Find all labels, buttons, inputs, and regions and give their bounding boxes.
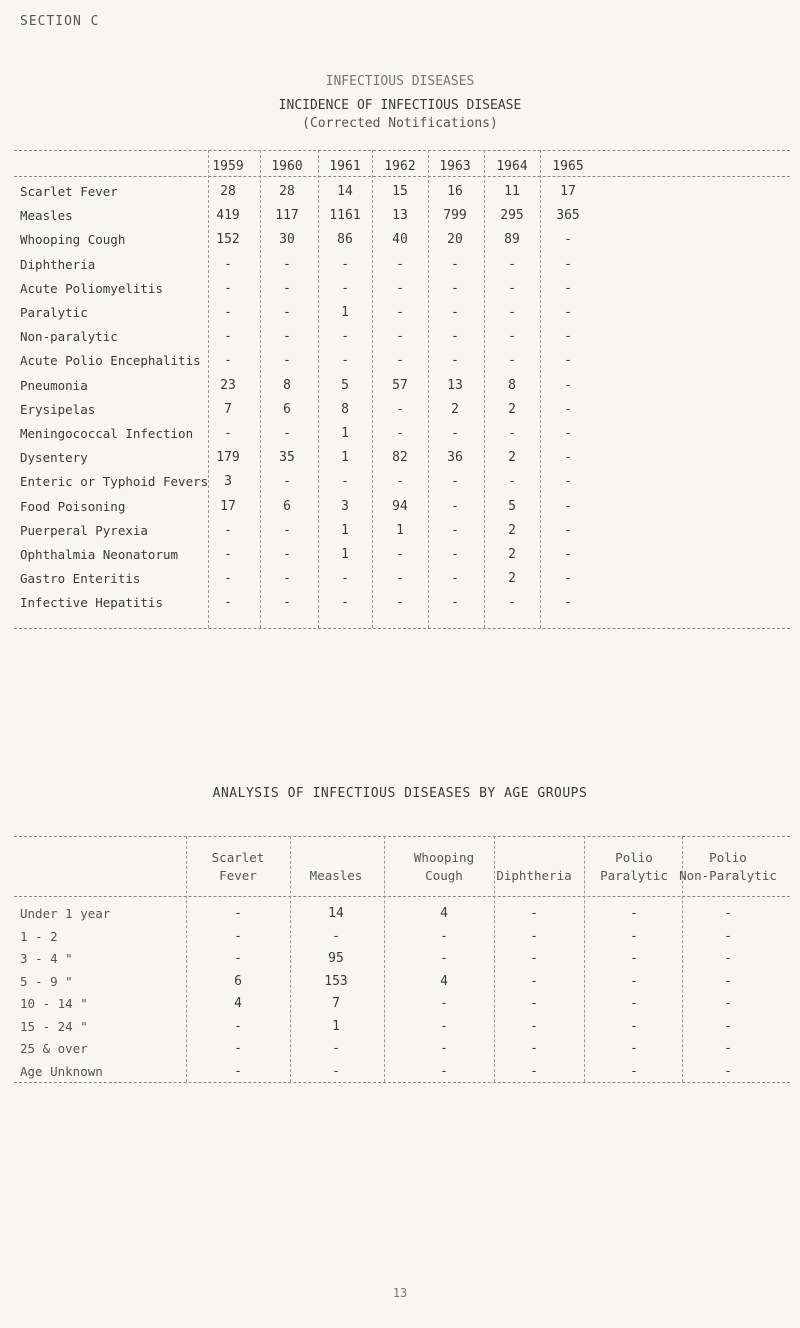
incidence-value: -	[451, 305, 459, 320]
incidence-value: -	[283, 571, 291, 587]
incidence-value: 1	[396, 522, 404, 538]
disease-name: Dysentery	[20, 450, 88, 466]
incidence-value: -	[396, 329, 404, 345]
incidence-value: -	[564, 595, 572, 611]
incidence-value: 8	[341, 401, 349, 417]
incidence-value: -	[283, 426, 291, 441]
incidence-value: 36	[447, 450, 463, 466]
incidence-value: -	[451, 426, 459, 441]
year-header: 1959	[212, 159, 244, 174]
table-bottom-rule	[14, 628, 790, 629]
incidence-value: -	[508, 426, 516, 441]
incidence-value: -	[564, 450, 572, 466]
incidence-value: -	[341, 474, 349, 490]
incidence-value: -	[396, 547, 404, 562]
age-group-value: -	[724, 1063, 732, 1079]
incidence-value: 20	[447, 232, 463, 248]
incidence-value: -	[396, 305, 404, 320]
age-group-value: 4	[234, 996, 242, 1011]
incidence-value: 117	[275, 208, 299, 224]
incidence-value: 14	[337, 184, 353, 199]
year-header: 1962	[384, 159, 416, 174]
age-group-label: 3 - 4 "	[20, 951, 73, 966]
age-group-label: 10 - 14 "	[20, 996, 88, 1011]
incidence-value: 1	[341, 450, 349, 466]
age-group-value: -	[440, 1063, 448, 1079]
age-group-value: -	[630, 1041, 638, 1056]
incidence-value: 82	[392, 450, 408, 466]
age-group-value: -	[234, 951, 242, 966]
incidence-value: 35	[279, 450, 295, 466]
header-rule	[14, 176, 790, 177]
table-subtitle: (Corrected Notifications)	[302, 116, 498, 131]
age-group-value: -	[530, 906, 538, 921]
age-table-header: Diphtheria	[496, 868, 572, 883]
incidence-value: -	[564, 547, 572, 562]
age-group-label: 1 - 2	[20, 928, 58, 944]
age-table-header-rule	[14, 896, 790, 897]
disease-name: Acute Polio Encephalitis	[20, 353, 201, 369]
age-group-value: -	[332, 928, 340, 944]
age-group-value: 6	[234, 973, 242, 989]
age-group-value: -	[724, 951, 732, 966]
disease-name: Diphtheria	[20, 256, 96, 272]
column-divider	[318, 150, 319, 628]
disease-name: Scarlet Fever	[20, 184, 118, 199]
year-header: 1964	[496, 159, 528, 174]
incidence-value: -	[508, 595, 516, 611]
incidence-value: -	[508, 256, 516, 272]
incidence-value: -	[396, 353, 404, 369]
incidence-value: -	[564, 474, 572, 490]
incidence-value: -	[283, 595, 291, 611]
incidence-value: -	[341, 329, 349, 345]
age-table-header: Whooping	[413, 850, 475, 865]
age-group-label: Under 1 year	[20, 906, 111, 921]
age-group-value: -	[234, 1018, 242, 1034]
incidence-value: -	[508, 280, 516, 296]
incidence-value: -	[396, 401, 404, 417]
column-divider	[372, 150, 373, 628]
incidence-value: -	[283, 280, 291, 296]
disease-name: Puerperal Pyrexia	[20, 522, 148, 538]
age-table-header: Polio	[709, 850, 747, 865]
age-group-value: -	[630, 996, 638, 1011]
incidence-value: 7	[224, 401, 232, 417]
incidence-value: -	[564, 353, 572, 369]
incidence-value: -	[341, 256, 349, 272]
age-group-value: 4	[440, 906, 448, 921]
incidence-value: -	[396, 474, 404, 490]
incidence-value: 8	[508, 377, 516, 393]
disease-name: Measles	[20, 208, 73, 224]
incidence-value: 179	[216, 450, 240, 466]
age-group-value: 153	[324, 973, 348, 989]
age-table-header: Paralytic	[600, 868, 668, 883]
incidence-value: 419	[216, 208, 240, 224]
year-header: 1961	[329, 159, 361, 174]
incidence-value: -	[224, 426, 232, 441]
incidence-value: 2	[508, 571, 516, 587]
incidence-value: -	[564, 498, 572, 514]
incidence-value: -	[396, 426, 404, 441]
table-top-rule	[14, 150, 790, 151]
incidence-value: 2	[508, 547, 516, 562]
incidence-value: -	[564, 256, 572, 272]
age-group-value: -	[724, 1018, 732, 1034]
incidence-value: 28	[279, 184, 295, 199]
age-group-value: -	[440, 951, 448, 966]
age-group-value: -	[234, 1063, 242, 1079]
incidence-value: 2	[508, 450, 516, 466]
incidence-value: -	[224, 256, 232, 272]
incidence-value: 6	[283, 401, 291, 417]
incidence-value: 152	[216, 232, 240, 248]
incidence-value: -	[396, 280, 404, 296]
incidence-value: 13	[392, 208, 408, 224]
incidence-value: 799	[443, 208, 467, 224]
age-group-value: -	[440, 928, 448, 944]
column-divider	[484, 150, 485, 628]
age-group-label: 5 - 9 "	[20, 973, 73, 989]
incidence-value: 15	[392, 184, 408, 199]
age-table-header: Polio	[615, 850, 653, 865]
age-group-label: 15 - 24 "	[20, 1018, 88, 1034]
incidence-value: -	[283, 474, 291, 490]
incidence-value: -	[224, 353, 232, 369]
incidence-value: 40	[392, 232, 408, 248]
age-table-bottom-rule	[14, 1082, 790, 1083]
age-group-value: -	[724, 906, 732, 921]
age-group-value: -	[724, 996, 732, 1011]
incidence-value: -	[396, 256, 404, 272]
table-title: INCIDENCE OF INFECTIOUS DISEASE	[278, 98, 522, 113]
incidence-value: -	[341, 571, 349, 587]
incidence-value: -	[451, 547, 459, 562]
incidence-value: -	[451, 353, 459, 369]
incidence-value: 1	[341, 426, 349, 441]
age-group-value: -	[530, 1018, 538, 1034]
age-group-value: -	[440, 996, 448, 1011]
incidence-value: -	[283, 305, 291, 320]
disease-name: Erysipelas	[20, 401, 96, 417]
incidence-value: -	[564, 280, 572, 296]
age-group-value: -	[724, 1041, 732, 1056]
age-group-value: -	[630, 1018, 638, 1034]
age-group-value: -	[332, 1041, 340, 1056]
age-group-value: 1	[332, 1018, 340, 1034]
age-group-value: -	[530, 973, 538, 989]
incidence-value: -	[396, 571, 404, 587]
incidence-value: 57	[392, 377, 408, 393]
age-group-value: -	[530, 951, 538, 966]
incidence-value: 1	[341, 305, 349, 320]
disease-name: Acute Poliomyelitis	[20, 280, 163, 296]
incidence-value: -	[564, 329, 572, 345]
age-group-value: 7	[332, 996, 340, 1011]
age-group-value: 95	[328, 951, 344, 966]
incidence-value: -	[564, 426, 572, 441]
incidence-value: -	[283, 353, 291, 369]
incidence-value: 2	[451, 401, 459, 417]
age-table-header: Measles	[309, 868, 363, 883]
section-label: SECTION C	[20, 14, 100, 29]
incidence-value: 3	[224, 474, 232, 490]
incidence-value: -	[396, 595, 404, 611]
incidence-value: -	[564, 522, 572, 538]
incidence-value: -	[564, 377, 572, 393]
disease-name: Meningococcal Infection	[20, 426, 194, 441]
column-divider	[260, 150, 261, 628]
age-table-header: Cough	[425, 868, 463, 883]
incidence-value: -	[451, 595, 459, 611]
incidence-value: -	[341, 595, 349, 611]
incidence-value: 13	[447, 377, 463, 393]
incidence-value: -	[224, 595, 232, 611]
incidence-value: -	[451, 498, 459, 514]
age-group-value: -	[724, 928, 732, 944]
incidence-value: 1161	[329, 208, 361, 224]
disease-name: Infective Hepatitis	[20, 595, 163, 611]
incidence-value: -	[508, 305, 516, 320]
disease-name: Paralytic	[20, 305, 88, 320]
incidence-value: 86	[337, 232, 353, 248]
incidence-value: 1	[341, 547, 349, 562]
incidence-value: -	[283, 329, 291, 345]
incidence-value: 28	[220, 184, 236, 199]
year-header: 1965	[552, 159, 584, 174]
incidence-value: -	[341, 353, 349, 369]
disease-name: Non-paralytic	[20, 329, 118, 345]
incidence-value: -	[508, 353, 516, 369]
age-group-value: -	[332, 1063, 340, 1079]
incidence-value: -	[564, 571, 572, 587]
disease-name: Enteric or Typhoid Fevers	[20, 474, 209, 490]
age-group-value: -	[234, 928, 242, 944]
disease-name: Ophthalmia Neonatorum	[20, 547, 179, 562]
page-number: 13	[392, 1286, 408, 1300]
analysis-title: ANALYSIS OF INFECTIOUS DISEASES BY AGE GROUPS	[212, 786, 588, 801]
age-group-value: -	[530, 928, 538, 944]
age-group-value: -	[630, 951, 638, 966]
incidence-value: -	[341, 280, 349, 296]
incidence-value: -	[564, 305, 572, 320]
incidence-value: 30	[279, 232, 295, 248]
age-group-value: -	[630, 973, 638, 989]
incidence-value: -	[451, 256, 459, 272]
age-group-label: 25 & over	[20, 1041, 88, 1056]
incidence-value: 5	[341, 377, 349, 393]
incidence-value: -	[224, 305, 232, 320]
age-group-value: 14	[328, 906, 344, 921]
age-group-label: Age Unknown	[20, 1063, 103, 1079]
age-group-value: -	[630, 1063, 638, 1079]
age-group-value: -	[234, 906, 242, 921]
incidence-value: 6	[283, 498, 291, 514]
incidence-value: -	[283, 547, 291, 562]
year-header: 1960	[271, 159, 303, 174]
incidence-value: 295	[500, 208, 524, 224]
disease-name: Pneumonia	[20, 377, 88, 393]
column-divider	[428, 150, 429, 628]
incidence-value: -	[451, 280, 459, 296]
age-group-value: -	[440, 1018, 448, 1034]
incidence-value: 16	[447, 184, 463, 199]
age-table-header: Non-Paralytic	[679, 868, 777, 883]
incidence-value: 89	[504, 232, 520, 248]
incidence-value: 17	[220, 498, 236, 514]
incidence-value: 23	[220, 377, 236, 393]
incidence-value: -	[224, 571, 232, 587]
incidence-value: -	[224, 522, 232, 538]
incidence-value: 1	[341, 522, 349, 538]
disease-name: Whooping Cough	[20, 232, 126, 248]
age-group-value: -	[234, 1041, 242, 1056]
page-heading: INFECTIOUS DISEASES	[325, 74, 475, 89]
incidence-value: -	[283, 256, 291, 272]
incidence-value: 94	[392, 498, 408, 514]
incidence-value: 365	[556, 208, 580, 224]
age-table-header: Scarlet	[211, 850, 265, 865]
incidence-value: -	[224, 547, 232, 562]
age-group-value: -	[530, 996, 538, 1011]
age-group-value: -	[530, 1041, 538, 1056]
age-group-value: 4	[440, 973, 448, 989]
age-table-top-rule	[14, 836, 790, 837]
incidence-value: -	[508, 474, 516, 490]
incidence-value: -	[224, 329, 232, 345]
incidence-value: 2	[508, 401, 516, 417]
age-group-value: -	[440, 1041, 448, 1056]
age-group-value: -	[724, 973, 732, 989]
incidence-value: -	[451, 522, 459, 538]
incidence-value: -	[451, 329, 459, 345]
incidence-value: 2	[508, 522, 516, 538]
year-header: 1963	[439, 159, 471, 174]
incidence-value: 11	[504, 184, 520, 199]
incidence-value: -	[224, 280, 232, 296]
incidence-value: -	[564, 401, 572, 417]
incidence-value: 17	[560, 184, 576, 199]
disease-name: Gastro Enteritis	[20, 571, 141, 587]
age-group-value: -	[530, 1063, 538, 1079]
incidence-value: 8	[283, 377, 291, 393]
incidence-value: -	[451, 571, 459, 587]
age-table-header: Fever	[219, 868, 257, 883]
incidence-value: 3	[341, 498, 349, 514]
incidence-value: -	[283, 522, 291, 538]
disease-name: Food Poisoning	[20, 498, 126, 514]
age-group-value: -	[630, 928, 638, 944]
incidence-value: 5	[508, 498, 516, 514]
incidence-value: -	[564, 232, 572, 248]
incidence-value: -	[508, 329, 516, 345]
column-divider	[540, 150, 541, 628]
incidence-value: -	[451, 474, 459, 490]
age-group-value: -	[630, 906, 638, 921]
